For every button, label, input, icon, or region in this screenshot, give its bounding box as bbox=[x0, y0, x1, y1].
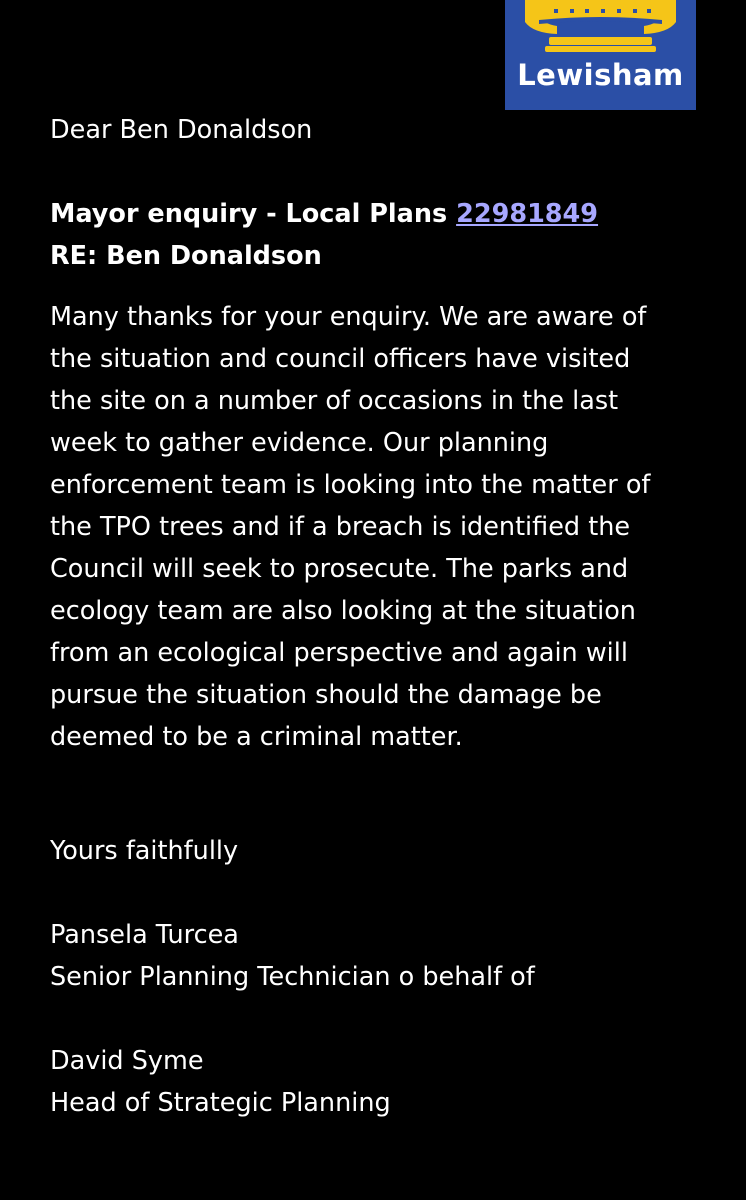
logo-wordmark: Lewisham bbox=[517, 58, 684, 92]
body-line: week to gather evidence. Our planning bbox=[50, 428, 549, 458]
greeting: Dear Ben Donaldson bbox=[50, 115, 313, 145]
crown-icon bbox=[505, 0, 696, 60]
body-line: Council will seek to prosecute. The parks and bbox=[50, 554, 629, 584]
reference-number-link[interactable]: 22981849 bbox=[456, 199, 599, 229]
principal-name: David Syme bbox=[50, 1046, 204, 1076]
body-line: the situation and council officers have visited bbox=[50, 344, 631, 374]
signatory-title: Senior Planning Technician o behalf of bbox=[50, 962, 535, 992]
subject-line bbox=[50, 193, 710, 235]
principal-title: Head of Strategic Planning bbox=[50, 1088, 391, 1118]
body-paragraph bbox=[50, 296, 710, 758]
body-line: pursue the situation should the damage be bbox=[50, 680, 602, 710]
lewisham-logo bbox=[505, 0, 696, 110]
body-line: ecology team are also looking at the situation bbox=[50, 596, 636, 626]
body-line: the TPO trees and if a breach is identified the bbox=[50, 512, 631, 542]
body-line: the site on a number of occasions in the last bbox=[50, 386, 619, 416]
body-line: Many thanks for your enquiry. We are aware of bbox=[50, 302, 647, 332]
body-line: enforcement team is looking into the matter of bbox=[50, 470, 651, 500]
body-line: from an ecological perspective and again will bbox=[50, 638, 628, 668]
subject-prefix: Mayor enquiry - Local Plans bbox=[50, 199, 457, 229]
subject-re: RE: Ben Donaldson bbox=[50, 241, 322, 271]
signatory-name: Pansela Turcea bbox=[50, 920, 239, 950]
sign-off: Yours faithfully bbox=[50, 836, 239, 866]
body-line: deemed to be a criminal matter. bbox=[50, 722, 463, 752]
letter-body bbox=[50, 109, 710, 1124]
